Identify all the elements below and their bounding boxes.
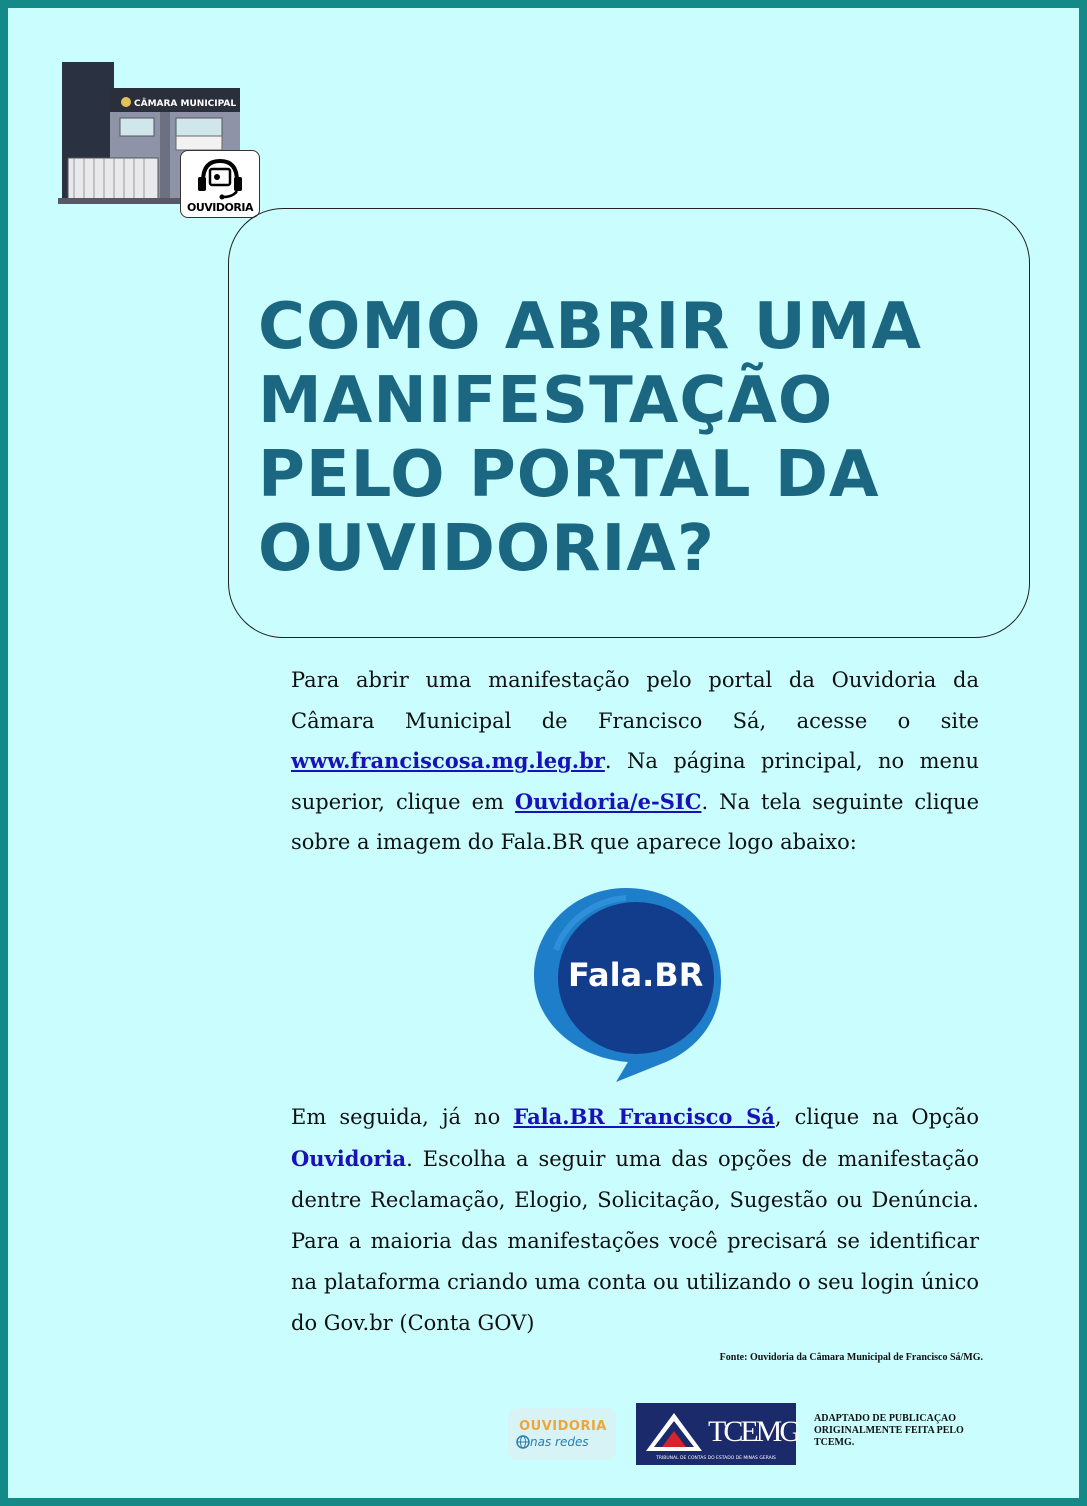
title-line: PELO PORTAL DA (258, 438, 880, 512)
camara-sign: CÂMARA MUNICIPAL (134, 99, 237, 109)
title-line: COMO ABRIR UMA (258, 290, 922, 364)
nas-redes-title: OUVIDORIA (519, 1419, 607, 1434)
title-line: OUVIDORIA? (258, 512, 715, 586)
intro-text-b: . Na página principal, no menu superior, clique em (291, 749, 979, 814)
site-link[interactable]: www.franciscosa.mg.leg.br (291, 748, 605, 773)
ouvidoria-badge (180, 150, 260, 218)
ouvidoria-option: Ouvidoria (291, 1146, 407, 1171)
falabr-logo-text: Fala.BR (568, 956, 704, 994)
ouvidoria-badge-label: OUVIDORIA (187, 201, 253, 214)
tcemg-letters: TCEMG (708, 1415, 798, 1448)
intro-text-a: Para abrir uma manifestação pelo portal da Ouvidoria da Câmara Municipal de Francisco Sá, acesse o site (291, 668, 979, 733)
nas-redes-subtitle: nas redes (530, 1435, 589, 1449)
tcemg-logo (636, 1403, 796, 1465)
tcemg-triangle-icon (640, 1407, 710, 1457)
headset-icon (181, 151, 259, 201)
source-note: Fonte: Ouvidoria da Câmara Municipal de Francisco Sá/MG. (719, 1352, 983, 1363)
instructions-paragraph (291, 1096, 979, 1344)
ouvidoria-esic-link[interactable]: Ouvidoria/e-SIC (514, 788, 702, 814)
intro-text-c: . Na tela seguinte clique sobre a imagem do Fala.BR que aparece logo abaixo: (291, 789, 980, 854)
tcemg-subtitle: TRIBUNAL DE CONTAS DO ESTADO DE MINAS GERAIS (656, 1456, 776, 1461)
ouvidoria-nas-redes-logo (508, 1408, 616, 1460)
intro-paragraph (291, 660, 979, 863)
instr-text-a: Em seguida, já no (291, 1105, 514, 1129)
page-title (258, 290, 1028, 586)
falabr-logo[interactable] (526, 880, 726, 1085)
falabr-franciscosa-link[interactable]: Fala.BR Francisco Sá (513, 1104, 775, 1129)
globe-icon (516, 1435, 530, 1449)
instr-text-c: . Escolha a seguir uma das opções de manifestação dentre Reclamação, Elogio, Solicitação, Sugestão ou Denúncia. Para a maioria das manifestações você precisará se identificar na plataforma criando uma conta ou utilizando o seu login único do Gov.br (Conta GOV) (291, 1147, 979, 1335)
title-line: MANIFESTAÇÃO (258, 364, 834, 438)
instr-text-b: , clique na Opção (774, 1105, 980, 1129)
adaptado-note: ADAPTADO DE PUBLICAÇAO ORIGINALMENTE FEITA PELO TCEMG. (814, 1413, 964, 1448)
